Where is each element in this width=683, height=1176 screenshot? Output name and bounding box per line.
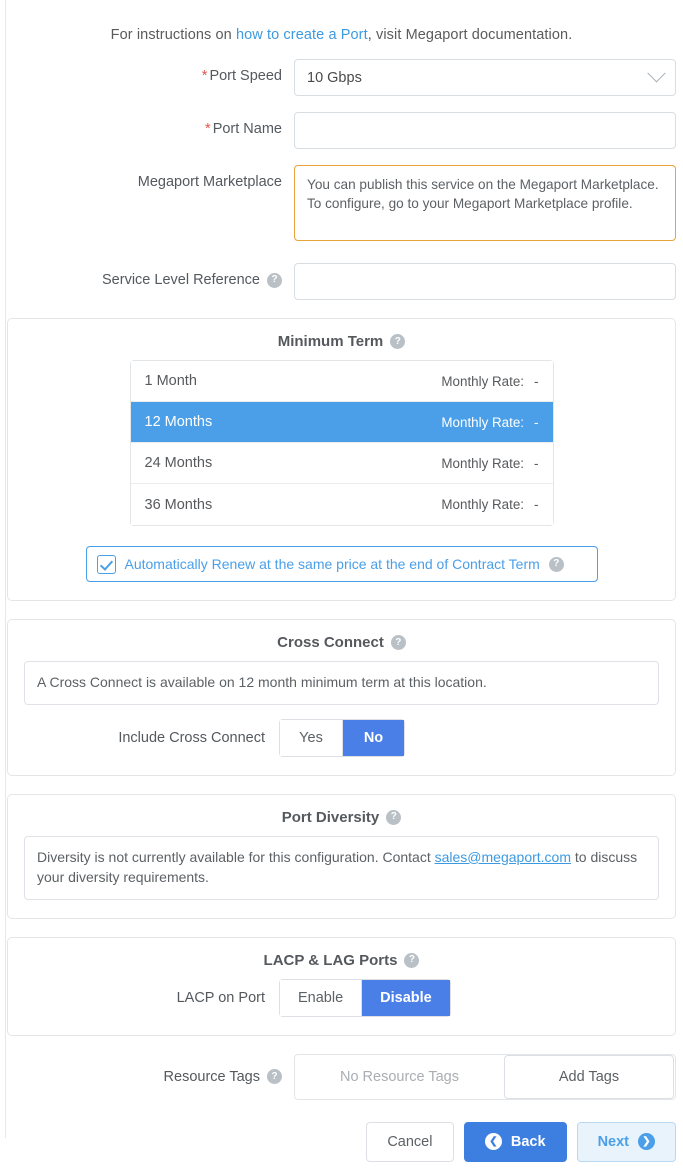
minimum-term-title-text: Minimum Term xyxy=(277,333,384,350)
port-name-row xyxy=(7,112,676,149)
term-rate xyxy=(441,374,538,389)
minimum-term-title xyxy=(24,333,659,350)
service-level-reference-label xyxy=(7,263,294,288)
lacp-option-disable[interactable]: Disable xyxy=(361,980,450,1016)
megaport-marketplace-notice: You can publish this service on the Megaport Marketplace. To configure, go to your Megaport Marketplace profile. xyxy=(294,165,676,241)
arrow-left-icon: ❮ xyxy=(485,1133,502,1150)
cross-connect-title xyxy=(24,634,659,651)
term-rate-value: - xyxy=(534,497,539,512)
term-option-12-months[interactable] xyxy=(131,402,553,443)
help-icon[interactable]: ? xyxy=(549,557,564,572)
term-rate-value: - xyxy=(534,455,539,471)
include-cross-connect-row xyxy=(24,719,659,757)
include-cross-connect-label: Include Cross Connect xyxy=(118,729,265,746)
port-speed-label xyxy=(7,59,294,84)
auto-renew-checkbox[interactable] xyxy=(97,555,116,574)
cross-connect-title-text: Cross Connect xyxy=(277,634,384,651)
resource-tags-box xyxy=(294,1054,676,1100)
port-name-label-text: Port Name xyxy=(212,121,282,137)
resource-tags-label xyxy=(7,1069,294,1085)
instructions-suffix: , visit Megaport documentation. xyxy=(367,27,573,43)
cross-connect-panel xyxy=(7,619,676,776)
term-option-24-months[interactable] xyxy=(131,443,553,484)
port-speed-value: 10 Gbps xyxy=(307,69,362,86)
cancel-button[interactable]: Cancel xyxy=(366,1122,454,1162)
service-level-reference-field xyxy=(294,263,676,300)
help-icon[interactable]: ? xyxy=(391,635,406,650)
term-rate-label: Monthly Rate: xyxy=(441,455,525,471)
help-icon[interactable]: ? xyxy=(267,273,282,288)
auto-renew-label: Automatically Renew at the same price at the end of Contract Term xyxy=(124,556,540,572)
term-rate-label: Monthly Rate: xyxy=(441,373,525,389)
port-diversity-info xyxy=(24,836,659,900)
left-rail xyxy=(0,0,6,1138)
port-diversity-panel xyxy=(7,794,676,919)
cross-connect-option-no[interactable]: No xyxy=(342,720,404,756)
term-rate-value: - xyxy=(534,373,539,389)
instructions-prefix: For instructions on xyxy=(110,27,236,43)
minimum-term-options xyxy=(130,360,554,526)
help-icon[interactable]: ? xyxy=(390,334,405,349)
term-option-36-months[interactable] xyxy=(131,484,553,525)
cross-connect-info: A Cross Connect is available on 12 month minimum term at this location. xyxy=(24,661,659,705)
form-content xyxy=(7,0,676,1176)
port-speed-select[interactable] xyxy=(294,59,676,96)
term-rate-value: - xyxy=(534,414,539,430)
arrow-right-icon: ❯ xyxy=(638,1133,655,1150)
lacp-on-port-label: LACP on Port xyxy=(176,989,265,1006)
cross-connect-option-yes[interactable]: Yes xyxy=(280,720,342,756)
service-level-reference-label-text: Service Level Reference xyxy=(102,272,260,288)
port-diversity-info-suffix: to discuss your diversity requirements. xyxy=(37,848,638,885)
back-button-label: Back xyxy=(510,1133,546,1150)
lacp-lag-title-text: LACP & LAG Ports xyxy=(263,951,398,969)
chevron-down-icon xyxy=(647,64,665,82)
port-speed-required-marker: * xyxy=(201,68,208,84)
term-name: 12 Months xyxy=(144,414,213,430)
resource-tags-empty-text: No Resource Tags xyxy=(339,1068,460,1085)
auto-renew-row[interactable] xyxy=(86,546,598,582)
service-level-reference-row xyxy=(7,263,676,300)
megaport-marketplace-row xyxy=(7,165,676,241)
instructions-text xyxy=(7,0,676,43)
form-footer xyxy=(7,1122,676,1176)
port-name-field xyxy=(294,112,676,149)
lacp-on-port-toggle xyxy=(279,979,451,1017)
port-diversity-info-prefix: Diversity is not currently available for this configuration. Contact xyxy=(37,848,435,865)
port-name-required-marker: * xyxy=(205,121,211,137)
term-name: 24 Months xyxy=(144,455,213,471)
port-name-input[interactable] xyxy=(294,112,676,149)
lacp-lag-panel xyxy=(7,937,676,1036)
term-rate xyxy=(441,456,538,471)
help-icon[interactable]: ? xyxy=(404,953,419,968)
term-rate xyxy=(441,497,538,512)
next-button[interactable] xyxy=(577,1122,676,1162)
port-name-label xyxy=(7,112,294,137)
lacp-on-port-row xyxy=(24,979,659,1017)
port-speed-field xyxy=(294,59,676,96)
help-icon[interactable]: ? xyxy=(386,810,401,825)
port-diversity-title-text: Port Diversity xyxy=(281,808,380,826)
include-cross-connect-toggle xyxy=(279,719,405,757)
term-option-1-month[interactable] xyxy=(131,361,553,402)
sales-email-link[interactable]: sales@megaport.com xyxy=(434,848,572,865)
term-rate-label: Monthly Rate: xyxy=(441,497,525,512)
port-diversity-title xyxy=(24,809,659,826)
lacp-lag-title xyxy=(24,952,659,969)
service-level-reference-input[interactable] xyxy=(294,263,676,300)
how-to-create-port-link[interactable]: how to create a Port xyxy=(235,27,368,43)
minimum-term-panel xyxy=(7,318,676,601)
term-rate xyxy=(441,415,538,430)
term-name: 36 Months xyxy=(144,496,213,513)
port-speed-row xyxy=(7,59,676,96)
help-icon[interactable]: ? xyxy=(267,1069,282,1084)
lacp-option-enable[interactable]: Enable xyxy=(280,980,361,1016)
megaport-marketplace-label: Megaport Marketplace xyxy=(137,174,282,190)
add-tags-button[interactable]: Add Tags xyxy=(504,1055,674,1099)
next-button-label: Next xyxy=(597,1133,629,1150)
port-speed-label-text: Port Speed xyxy=(209,68,282,84)
resource-tags-row xyxy=(7,1054,676,1100)
resource-tags-label-text: Resource Tags xyxy=(163,1068,260,1085)
term-rate-label: Monthly Rate: xyxy=(441,414,525,430)
back-button[interactable] xyxy=(464,1122,567,1162)
megaport-marketplace-field xyxy=(294,165,676,241)
term-name: 1 Month xyxy=(144,373,197,389)
